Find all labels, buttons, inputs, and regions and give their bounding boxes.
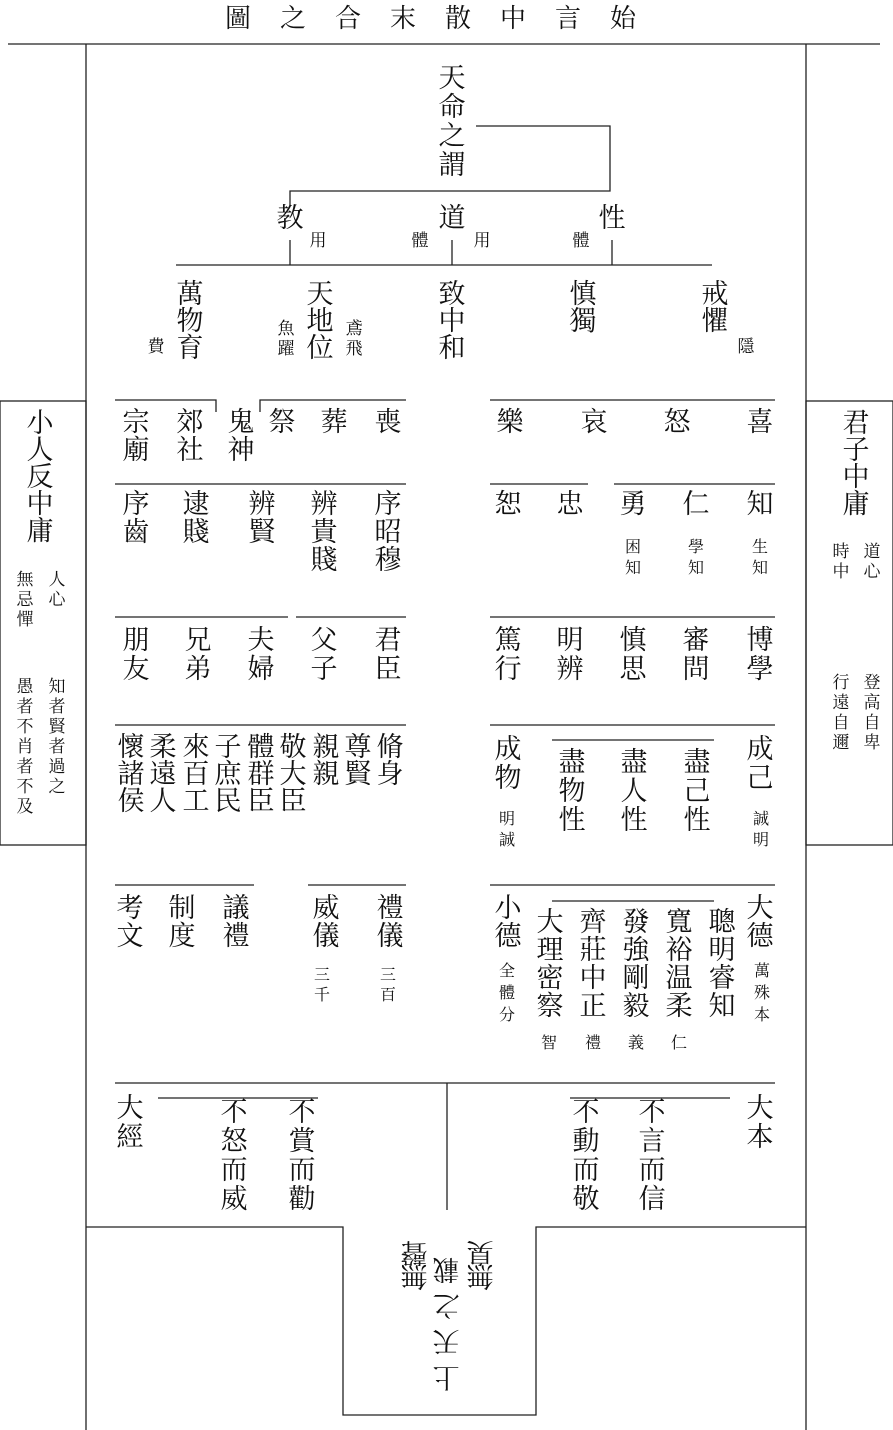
le: 樂	[496, 407, 524, 439]
wuchou: 無臭	[466, 1235, 494, 1291]
bianguijian: 辨貴賤	[310, 489, 338, 577]
wujidan: 無忌憚	[16, 570, 34, 630]
jiaoshe: 郊社	[176, 407, 204, 467]
denggao: 登高自卑	[863, 673, 881, 753]
ren: 仁	[682, 489, 710, 521]
sanqian: 三千	[313, 965, 331, 1004]
shendu: 慎獨	[569, 279, 597, 338]
diagram-title: 始言中散末合之圖	[224, 4, 666, 34]
wusheng: 無聲	[400, 1235, 428, 1291]
xiaode: 小德	[494, 893, 522, 953]
renxin: 人心	[48, 570, 66, 610]
jiao: 教	[276, 203, 304, 235]
note-li: 禮	[584, 1033, 602, 1052]
jinrenxing: 盡人性	[620, 747, 648, 837]
zhi: 知	[746, 489, 774, 521]
tiandiwei: 天地位	[306, 279, 334, 365]
guishen: 鬼神	[227, 407, 255, 467]
zunxian: 尊賢	[344, 732, 372, 791]
yong: 勇	[619, 489, 647, 521]
junchen: 君臣	[374, 625, 402, 686]
fuzi: 父子	[310, 625, 338, 686]
yuanfei: 鳶飛	[345, 319, 363, 359]
yong-1: 用	[309, 231, 327, 251]
buyan: 不言而信	[638, 1097, 666, 1216]
daijian: 逮賤	[182, 489, 210, 549]
left-panel-title: 小人反中庸	[26, 408, 54, 548]
pengyou: 朋友	[122, 625, 150, 686]
yili: 議禮	[222, 893, 250, 953]
wanwuyu: 萬物育	[176, 279, 204, 365]
xuzhaomu: 序昭穆	[374, 489, 402, 577]
dade: 大德	[746, 893, 774, 953]
xingyuan: 行遠自邇	[832, 673, 850, 753]
mingbian: 明辨	[556, 625, 584, 686]
congmingruizhi: 聰明睿知	[708, 907, 736, 1023]
xuchi: 序齒	[122, 489, 150, 549]
note-zhi: 智	[540, 1033, 558, 1052]
ai: 哀	[580, 407, 608, 439]
chengming: 誠明	[752, 809, 770, 849]
chengwu: 成物	[494, 734, 522, 795]
xing: 性	[598, 203, 626, 235]
sang: 喪	[374, 407, 402, 439]
ti-2: 體	[572, 231, 590, 251]
shu: 恕	[494, 489, 522, 521]
rouyuanren: 柔遠人	[149, 732, 177, 818]
kuanyuwenrou: 寬裕温柔	[665, 907, 693, 1023]
kunzhi: 困知	[624, 537, 642, 577]
tiqunchen: 體群臣	[247, 732, 275, 818]
shizhong: 時中	[832, 542, 850, 582]
daben: 大本	[746, 1093, 774, 1154]
bunu: 不怒而威	[220, 1097, 248, 1216]
shenwen: 審問	[682, 625, 710, 686]
bottom-inverted-group	[400, 1236, 494, 1392]
qinqin: 親親	[312, 732, 340, 791]
xi: 喜	[746, 407, 774, 439]
zang: 葬	[320, 407, 348, 439]
shengzhi: 生知	[751, 537, 769, 577]
yuyue: 魚躍	[277, 319, 295, 359]
tianming: 天命之謂	[438, 63, 466, 182]
dalimicha: 大理密察	[536, 907, 564, 1023]
fei: 費	[147, 337, 165, 357]
fufu: 夫婦	[247, 625, 275, 686]
bianxian: 辨賢	[248, 489, 276, 549]
dajing: 大經	[116, 1093, 144, 1154]
shangtian: 上天之載	[432, 1252, 460, 1392]
dao: 道	[438, 203, 466, 235]
jinjixing: 盡己性	[683, 747, 711, 837]
zhizhonghe: 致中和	[438, 279, 466, 365]
xiongdi: 兄弟	[184, 625, 212, 686]
zhong: 忠	[556, 489, 584, 521]
zishumin: 子庶民	[214, 732, 242, 818]
zongmiao: 宗廟	[122, 407, 150, 467]
zhizhe: 知者賢者過之	[48, 677, 66, 797]
right-panel-title: 君子中庸	[842, 408, 870, 521]
yin: 隱	[737, 337, 755, 357]
yong-2: 用	[473, 231, 491, 251]
chengji: 成己	[746, 734, 774, 795]
zhizhuangzhongzheng: 齊莊中正	[579, 907, 607, 1023]
ji: 祭	[268, 407, 296, 439]
budong: 不動而敬	[572, 1097, 600, 1216]
xiushen: 脩身	[376, 732, 404, 791]
ti-1: 體	[411, 231, 429, 251]
yuzhe: 愚者不肖者不及	[16, 677, 34, 817]
kaowen: 考文	[116, 893, 144, 953]
laibaigong: 來百工	[182, 732, 210, 818]
note-yi: 義	[627, 1033, 645, 1052]
weiyi: 威儀	[312, 893, 340, 953]
zhidu: 制度	[168, 893, 196, 953]
diagram-text	[17, 4, 882, 1392]
xuezhi: 學知	[687, 537, 705, 577]
jinwuxing: 盡物性	[558, 747, 586, 837]
jieju: 戒懼	[701, 279, 729, 338]
boxue: 博學	[746, 625, 774, 686]
nu: 怒	[663, 407, 691, 439]
quantifen: 全體分	[498, 961, 516, 1024]
huaizhuhou: 懷諸侯	[117, 732, 145, 818]
liyi: 禮儀	[376, 893, 404, 953]
shensi: 慎思	[619, 625, 647, 686]
daoxin: 道心	[863, 542, 881, 582]
mingcheng: 明誠	[498, 809, 516, 849]
sanbai: 三百	[379, 965, 397, 1004]
duxing: 篤行	[494, 625, 522, 686]
note-ren: 仁	[670, 1033, 688, 1052]
bushang: 不賞而勸	[288, 1097, 316, 1216]
wanshuben: 萬殊本	[753, 961, 771, 1024]
faqianggangyi: 發強剛毅	[622, 907, 650, 1023]
jingdachen: 敬大臣	[279, 732, 307, 818]
